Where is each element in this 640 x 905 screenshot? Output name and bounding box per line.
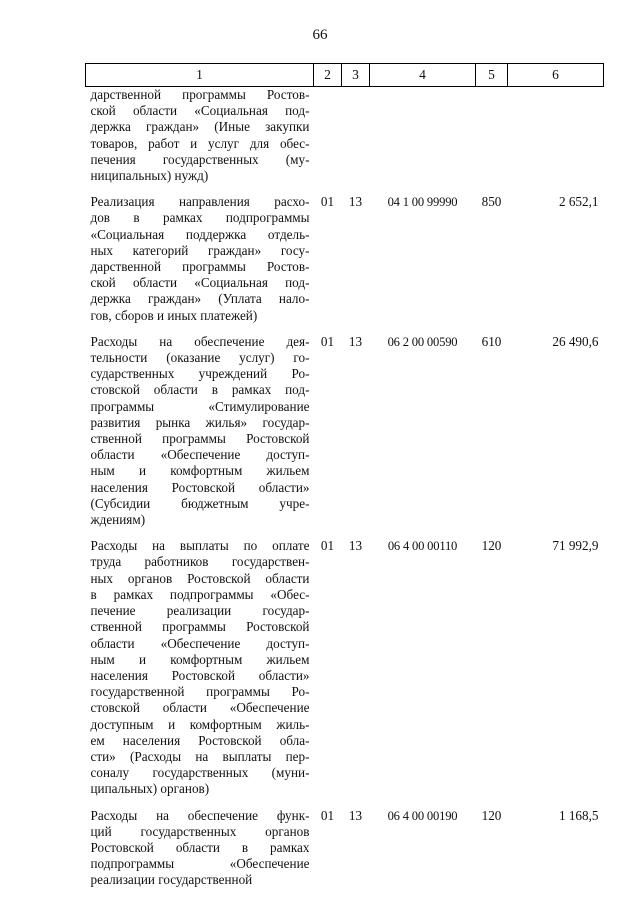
table-header-row [86,64,604,87]
description-line: Расходы на выплаты по оплате [90,538,310,554]
description-line: тельности (оказание услуг) го- [90,350,310,366]
expense-description [86,538,314,807]
target-article-code [370,87,476,195]
section-code [314,87,342,195]
budget-table [85,63,604,899]
description-line: стовской области «Обеспечение [90,700,310,716]
target-article-code: 06 4 00 00190 [387,808,458,823]
expense-type-code: 120 [481,807,502,823]
target-article-code: 06 4 00 00110 [387,539,458,554]
table-row [86,194,604,334]
amount-value: 1 168,5 [558,807,599,823]
description-line: ниципальных) нужд) [90,168,209,184]
description-line: реализации государственной [90,872,253,888]
description-line: Расходы на обеспечение дея- [90,333,310,349]
amount-value: 2 652,1 [558,194,599,210]
table-row [86,538,604,807]
description-line: гов, сборов и иных платежей) [90,307,258,323]
amount-value: 71 992,9 [552,538,599,554]
description-line: (Субсидии бюджетным учре- [90,495,310,511]
description-line: печение реализации государ- [90,603,310,619]
description-line: ем населения Ростовской обла- [90,732,310,748]
subsection-code: 13 [348,333,363,349]
amount-value [508,87,604,195]
description-line: ных органов Ростовской области [90,570,310,586]
description-line: Ростовской области в рамках [90,839,310,855]
section-code: 01 [320,538,335,554]
expense-description [86,808,314,899]
description-line: дарственной программы Ростов- [90,259,310,275]
description-line: области «Обеспечение доступ- [90,447,310,463]
table-row [86,87,604,195]
description-line: ным и комфортным жильем [90,463,310,479]
page-number: 66 [312,27,328,43]
description-line: дарственной программы Ростов- [90,87,310,102]
description-line: Расходы на обеспечение функ- [90,807,310,823]
description-line: ской области «Социальная под- [90,103,310,119]
description-line: в рамках подпрограммы «Обес- [90,586,310,602]
description-line: населения Ростовской области» [90,479,310,495]
description-line: ций государственных органов [90,823,310,839]
description-line: ждениям) [90,512,146,528]
description-line: Реализация направления расхо- [90,194,310,210]
column-header-5: 5 [476,64,508,87]
expense-type-code: 610 [481,333,502,349]
table-row [86,808,604,899]
column-header-6: 6 [508,64,604,87]
expense-description [86,334,314,538]
column-header-2: 2 [314,64,342,87]
description-line: держка граждан» (Иные закупки [90,119,310,135]
column-header-1: 1 [86,64,314,87]
description-line: ным и комфортным жильем [90,651,310,667]
expense-description [86,87,314,195]
expense-type-code: 120 [481,538,502,554]
description-line: области «Обеспечение доступ- [90,635,310,651]
description-line: ственной программы Ростовской [90,431,310,447]
subsection-code [342,87,370,195]
description-line: доступным и комфортным жиль- [90,716,310,732]
description-line: печения государственных (му- [90,151,310,167]
expense-type-code: 850 [481,194,502,210]
description-line: ственной программы Ростовской [90,619,310,635]
target-article-code: 04 1 00 99990 [387,195,458,210]
description-line: сударственных учреждений Ро- [90,366,310,382]
section-code: 01 [320,194,335,210]
description-line: «Социальная поддержка отдель- [90,226,310,242]
subsection-code: 13 [348,807,363,823]
description-line: ципальных) органов) [90,781,210,797]
subsection-code: 13 [348,194,363,210]
column-header-3: 3 [342,64,370,87]
description-line: сти» (Расходы на выплаты пер- [90,748,310,764]
column-header-4: 4 [370,64,476,87]
description-line: стовской области в рамках под- [90,382,310,398]
section-code: 01 [320,333,335,349]
description-line: труда работников государствен- [90,554,310,570]
section-code: 01 [320,807,335,823]
description-line: ных категорий граждан» госу- [90,242,310,258]
amount-value: 26 490,6 [552,333,599,349]
description-line: держка граждан» (Уплата нало- [90,291,310,307]
description-line: программы «Стимулирование [90,398,310,414]
description-line: государственной программы Ро- [90,684,310,700]
table-row [86,334,604,538]
description-line: ской области «Социальная под- [90,275,310,291]
description-line: соналу государственных (муни- [90,765,310,781]
description-line: подпрограммы «Обеспечение [90,856,310,872]
description-line: населения Ростовской области» [90,667,310,683]
expense-type-code [476,87,508,195]
description-line: развития рынка жилья» государ- [90,414,310,430]
description-line: дов в рамках подпрограммы [90,210,310,226]
expense-description [86,194,314,334]
description-line: товаров, работ и услуг для обес- [90,135,310,151]
table-body [86,87,604,899]
target-article-code: 06 2 00 00590 [387,334,458,349]
subsection-code: 13 [348,538,363,554]
